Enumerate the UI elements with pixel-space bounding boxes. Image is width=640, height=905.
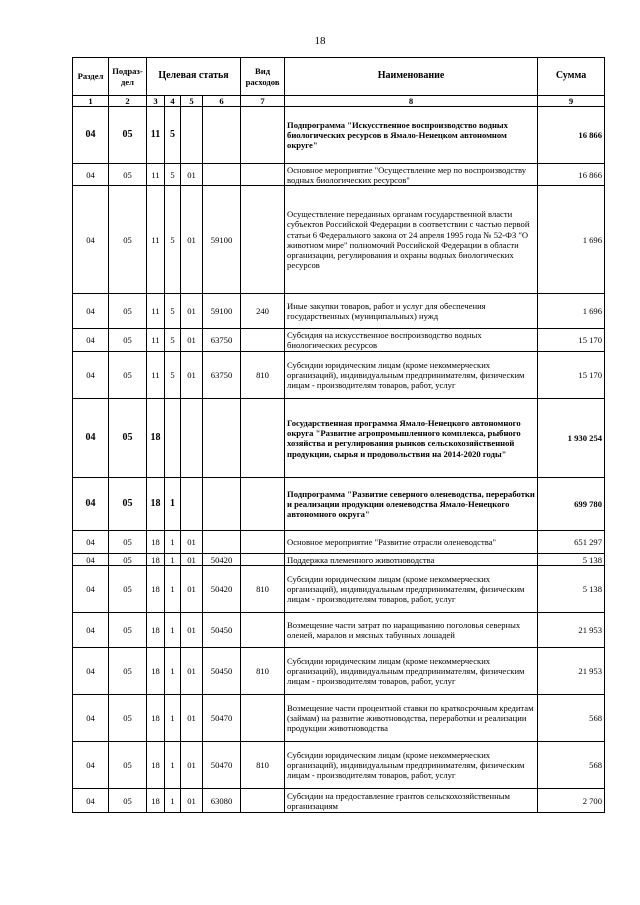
- naimenovanie-cell: Государственная программа Ямало-Ненецкого автономного округа "Развитие агропромышленного комплекса, рыбного хозяйства и регулирования рынков сельскохозяйственной продукции, сырья и продовольствия на 2014-2020 годы": [285, 399, 538, 478]
- razdel-cell: 04: [73, 186, 109, 294]
- podrazdel-cell: 05: [109, 613, 147, 648]
- podrazdel-cell: 05: [109, 566, 147, 613]
- celevaya-statya-cell: 01: [181, 613, 203, 648]
- vid-rashodov-cell: [241, 695, 285, 742]
- celevaya-statya-cell: 50450: [203, 613, 241, 648]
- celevaya-statya-cell: 01: [181, 742, 203, 789]
- podrazdel-cell: 05: [109, 695, 147, 742]
- podrazdel-cell: 05: [109, 186, 147, 294]
- celevaya-statya-cell: 59100: [203, 294, 241, 329]
- celevaya-statya-cell: 18: [147, 648, 165, 695]
- celevaya-statya-cell: 11: [147, 329, 165, 352]
- vid-rashodov-cell: 810: [241, 352, 285, 399]
- summa-cell: 651 297: [538, 531, 605, 554]
- naimenovanie-cell: Осуществление переданных органам государственной власти субъектов Российской Федерации в соответствии с частью первой статьи 6 Федерального закона от 24 апреля 1995 года № 52-ФЗ "О животном мире" полномочий Российской Федерации в области организации, регулирования и охраны водных биологических ресурсов: [285, 186, 538, 294]
- vid-rashodov-cell: [241, 789, 285, 813]
- table-row: [73, 186, 605, 294]
- table-row: [73, 294, 605, 329]
- vid-rashodov-cell: 810: [241, 742, 285, 789]
- razdel-cell: 04: [73, 613, 109, 648]
- celevaya-statya-cell: 5: [165, 329, 181, 352]
- razdel-cell: 04: [73, 531, 109, 554]
- podrazdel-cell: 05: [109, 352, 147, 399]
- header-celevaya-statya: Целевая статья: [147, 58, 241, 96]
- naimenovanie-cell: Возмещение части процентной ставки по краткосрочным кредитам (займам) на развитие животноводства, переработки и реализации продукции животноводства: [285, 695, 538, 742]
- vid-rashodov-cell: [241, 186, 285, 294]
- header-vid-rashodov: Вид расходов: [241, 58, 285, 96]
- celevaya-statya-cell: 01: [181, 352, 203, 399]
- naimenovanie-cell: Субсидии юридическим лицам (кроме некоммерческих организаций), индивидуальным предпринимателям, физическим лицам - производителям товаров, работ, услуг: [285, 648, 538, 695]
- table-row: [73, 554, 605, 566]
- celevaya-statya-cell: 18: [147, 478, 165, 531]
- celevaya-statya-cell: 01: [181, 294, 203, 329]
- naimenovanie-cell: Основное мероприятие "Осуществление мер по воспроизводству водных биологических ресурсов": [285, 164, 538, 186]
- table-body: [73, 107, 605, 813]
- table-row: [73, 164, 605, 186]
- podrazdel-cell: 05: [109, 554, 147, 566]
- vid-rashodov-cell: [241, 329, 285, 352]
- column-number: 7: [241, 96, 285, 107]
- celevaya-statya-cell: 1: [165, 478, 181, 531]
- summa-cell: 16 866: [538, 164, 605, 186]
- summa-cell: 21 953: [538, 613, 605, 648]
- summa-cell: 1 696: [538, 186, 605, 294]
- summa-cell: 21 953: [538, 648, 605, 695]
- celevaya-statya-cell: 11: [147, 352, 165, 399]
- celevaya-statya-cell: 01: [181, 531, 203, 554]
- summa-cell: 5 138: [538, 554, 605, 566]
- celevaya-statya-cell: 18: [147, 742, 165, 789]
- table-row: [73, 352, 605, 399]
- celevaya-statya-cell: 11: [147, 164, 165, 186]
- razdel-cell: 04: [73, 294, 109, 329]
- celevaya-statya-cell: [165, 399, 181, 478]
- celevaya-statya-cell: 18: [147, 531, 165, 554]
- naimenovanie-cell: Субсидия на искусственное воспроизводство водных биологических ресурсов: [285, 329, 538, 352]
- podrazdel-cell: 05: [109, 107, 147, 164]
- celevaya-statya-cell: 50470: [203, 695, 241, 742]
- podrazdel-cell: 05: [109, 789, 147, 813]
- razdel-cell: 04: [73, 329, 109, 352]
- celevaya-statya-cell: [181, 399, 203, 478]
- celevaya-statya-cell: 50470: [203, 742, 241, 789]
- page-number: 18: [314, 35, 326, 47]
- vid-rashodov-cell: [241, 531, 285, 554]
- vid-rashodov-cell: [241, 554, 285, 566]
- table-row: [73, 742, 605, 789]
- celevaya-statya-cell: 11: [147, 107, 165, 164]
- celevaya-statya-cell: 5: [165, 352, 181, 399]
- razdel-cell: 04: [73, 742, 109, 789]
- podrazdel-cell: 05: [109, 742, 147, 789]
- summa-cell: 1 696: [538, 294, 605, 329]
- celevaya-statya-cell: 50420: [203, 554, 241, 566]
- column-number: 3: [147, 96, 165, 107]
- razdel-cell: 04: [73, 695, 109, 742]
- summa-cell: 568: [538, 695, 605, 742]
- vid-rashodov-cell: 810: [241, 566, 285, 613]
- column-number: 6: [203, 96, 241, 107]
- table-row: [73, 329, 605, 352]
- naimenovanie-cell: Подпрограмма "Развитие северного оленеводства, переработки и реализации продукции оленеводства Ямало-Ненецкого автономного округа": [285, 478, 538, 531]
- podrazdel-cell: 05: [109, 531, 147, 554]
- vid-rashodov-cell: 240: [241, 294, 285, 329]
- celevaya-statya-cell: 63750: [203, 329, 241, 352]
- celevaya-statya-cell: 11: [147, 186, 165, 294]
- column-number: 2: [109, 96, 147, 107]
- table-row: [73, 107, 605, 164]
- header-summa: Сумма: [538, 58, 605, 96]
- naimenovanie-cell: Субсидии юридическим лицам (кроме некоммерческих организаций), индивидуальным предпринимателям, физическим лицам - производителям товаров, работ, услуг: [285, 352, 538, 399]
- column-number: 5: [181, 96, 203, 107]
- header-razdel: Раздел: [73, 58, 109, 96]
- celevaya-statya-cell: 1: [165, 789, 181, 813]
- celevaya-statya-cell: 01: [181, 329, 203, 352]
- celevaya-statya-cell: 63080: [203, 789, 241, 813]
- razdel-cell: 04: [73, 478, 109, 531]
- summa-cell: 2 700: [538, 789, 605, 813]
- table-row: [73, 695, 605, 742]
- vid-rashodov-cell: [241, 164, 285, 186]
- naimenovanie-cell: Возмещение части затрат по наращиванию поголовья северных оленей, маралов и мясных табунных лошадей: [285, 613, 538, 648]
- summa-cell: 15 170: [538, 329, 605, 352]
- celevaya-statya-cell: 50450: [203, 648, 241, 695]
- celevaya-statya-cell: [203, 399, 241, 478]
- column-number: 4: [165, 96, 181, 107]
- table-row: [73, 613, 605, 648]
- celevaya-statya-cell: 18: [147, 789, 165, 813]
- table-row: [73, 531, 605, 554]
- celevaya-statya-cell: 1: [165, 554, 181, 566]
- vid-rashodov-cell: 810: [241, 648, 285, 695]
- razdel-cell: 04: [73, 164, 109, 186]
- celevaya-statya-cell: 1: [165, 648, 181, 695]
- table-row: [73, 478, 605, 531]
- naimenovanie-cell: Основное мероприятие "Развитие отрасли оленеводства": [285, 531, 538, 554]
- vid-rashodov-cell: [241, 107, 285, 164]
- razdel-cell: 04: [73, 648, 109, 695]
- table-row: [73, 399, 605, 478]
- celevaya-statya-cell: 1: [165, 531, 181, 554]
- podrazdel-cell: 05: [109, 329, 147, 352]
- naimenovanie-cell: Субсидии на предоставление грантов сельскохозяйственным организациям: [285, 789, 538, 813]
- vid-rashodov-cell: [241, 399, 285, 478]
- celevaya-statya-cell: [203, 107, 241, 164]
- podrazdel-cell: 05: [109, 164, 147, 186]
- podrazdel-cell: 05: [109, 478, 147, 531]
- celevaya-statya-cell: 01: [181, 695, 203, 742]
- celevaya-statya-cell: 1: [165, 695, 181, 742]
- podrazdel-cell: 05: [109, 648, 147, 695]
- celevaya-statya-cell: 5: [165, 107, 181, 164]
- celevaya-statya-cell: [203, 531, 241, 554]
- podrazdel-cell: 05: [109, 399, 147, 478]
- celevaya-statya-cell: [181, 478, 203, 531]
- table-row: [73, 566, 605, 613]
- celevaya-statya-cell: [181, 107, 203, 164]
- celevaya-statya-cell: 18: [147, 399, 165, 478]
- podrazdel-cell: 05: [109, 294, 147, 329]
- celevaya-statya-cell: 63750: [203, 352, 241, 399]
- summa-cell: 5 138: [538, 566, 605, 613]
- celevaya-statya-cell: 01: [181, 164, 203, 186]
- vid-rashodov-cell: [241, 613, 285, 648]
- column-number: 8: [285, 96, 538, 107]
- column-numbers-row: [73, 96, 605, 107]
- vid-rashodov-cell: [241, 478, 285, 531]
- celevaya-statya-cell: 18: [147, 554, 165, 566]
- celevaya-statya-cell: 18: [147, 695, 165, 742]
- celevaya-statya-cell: 1: [165, 742, 181, 789]
- celevaya-statya-cell: 5: [165, 186, 181, 294]
- celevaya-statya-cell: 01: [181, 186, 203, 294]
- celevaya-statya-cell: 11: [147, 294, 165, 329]
- celevaya-statya-cell: 1: [165, 613, 181, 648]
- column-number: 9: [538, 96, 605, 107]
- summa-cell: 1 930 254: [538, 399, 605, 478]
- celevaya-statya-cell: 5: [165, 164, 181, 186]
- summa-cell: 16 866: [538, 107, 605, 164]
- celevaya-statya-cell: 18: [147, 566, 165, 613]
- razdel-cell: 04: [73, 399, 109, 478]
- celevaya-statya-cell: 01: [181, 789, 203, 813]
- razdel-cell: 04: [73, 107, 109, 164]
- celevaya-statya-cell: 01: [181, 566, 203, 613]
- celevaya-statya-cell: 59100: [203, 186, 241, 294]
- razdel-cell: 04: [73, 566, 109, 613]
- header-naimenovanie: Наименование: [285, 58, 538, 96]
- naimenovanie-cell: Поддержка племенного животноводства: [285, 554, 538, 566]
- column-number: 1: [73, 96, 109, 107]
- table-row: [73, 648, 605, 695]
- naimenovanie-cell: Субсидии юридическим лицам (кроме некоммерческих организаций), индивидуальным предпринимателям, физическим лицам - производителям товаров, работ, услуг: [285, 566, 538, 613]
- celevaya-statya-cell: 18: [147, 613, 165, 648]
- razdel-cell: 04: [73, 554, 109, 566]
- naimenovanie-cell: Субсидии юридическим лицам (кроме некоммерческих организаций), индивидуальным предпринимателям, физическим лицам - производителям товаров, работ, услуг: [285, 742, 538, 789]
- naimenovanie-cell: Иные закупки товаров, работ и услуг для обеспечения государственных (муниципальных) нужд: [285, 294, 538, 329]
- table-row: [73, 789, 605, 813]
- celevaya-statya-cell: [203, 478, 241, 531]
- razdel-cell: 04: [73, 789, 109, 813]
- summa-cell: 699 780: [538, 478, 605, 531]
- razdel-cell: 04: [73, 352, 109, 399]
- naimenovanie-cell: Подпрограмма "Искусственное воспроизводство водных биологических ресурсов в Ямало-Ненецком автономном округе": [285, 107, 538, 164]
- celevaya-statya-cell: 50420: [203, 566, 241, 613]
- celevaya-statya-cell: 1: [165, 566, 181, 613]
- celevaya-statya-cell: 01: [181, 554, 203, 566]
- celevaya-statya-cell: 5: [165, 294, 181, 329]
- celevaya-statya-cell: [203, 164, 241, 186]
- summa-cell: 568: [538, 742, 605, 789]
- header-podrazdel: Подраз-дел: [109, 58, 147, 96]
- budget-table: [72, 57, 605, 813]
- summa-cell: 15 170: [538, 352, 605, 399]
- celevaya-statya-cell: 01: [181, 648, 203, 695]
